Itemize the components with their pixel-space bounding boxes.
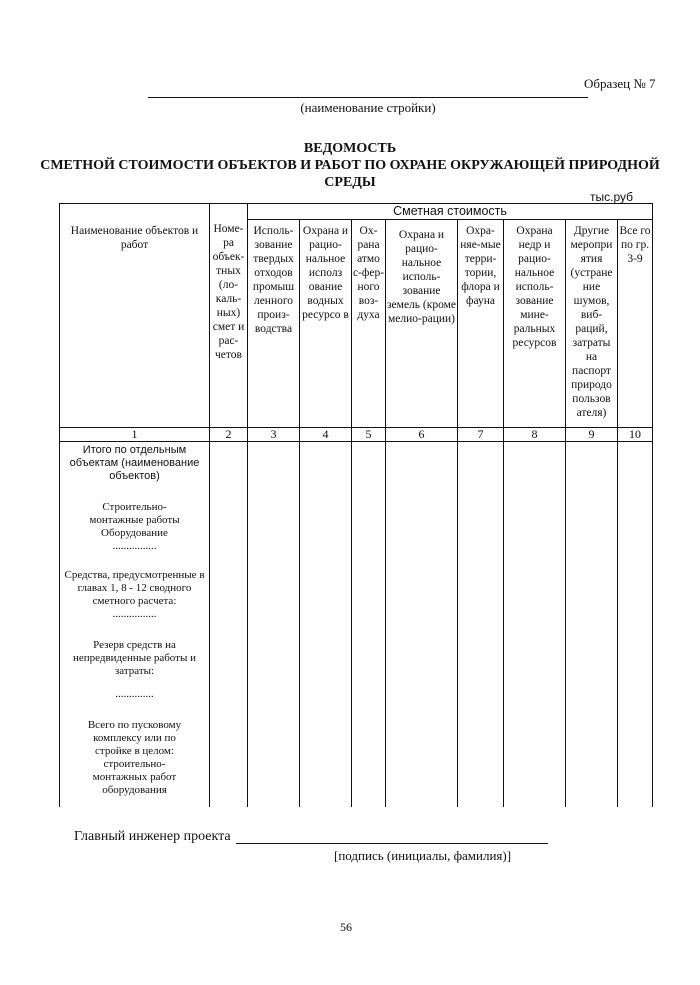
construction-name-caption: (наименование стройки)	[300, 100, 436, 115]
document-title	[40, 140, 660, 191]
row-dots-1: ................	[112, 540, 157, 552]
title-line-3: СРЕДЫ	[324, 175, 376, 190]
row-construction-works: Строительно-монтажные работы	[89, 501, 180, 526]
body-cell-7	[458, 442, 504, 808]
signature-sub-caption: [подпись (инициалы, фамилия)]	[334, 848, 512, 863]
group-header: Сметная стоимость	[248, 204, 653, 220]
body-cell-2	[210, 442, 248, 808]
col-number-1: 1	[60, 428, 210, 442]
col-number-5: 5	[352, 428, 386, 442]
body-cell-8	[504, 442, 566, 808]
title-line-2: СМЕТНОЙ СТОИМОСТИ ОБЪЕКТОВ И РАБОТ ПО ОХРАНЕ ОКРУЖАЮЩЕЙ ПРИРОДНОЙ	[40, 158, 660, 173]
col-header-10: Все го по гр. 3-9	[618, 220, 653, 428]
first-column-body	[60, 442, 210, 808]
title-line-1: ВЕДОМОСТЬ	[303, 141, 397, 156]
col-number-4: 4	[300, 428, 352, 442]
row-reserve-funds: Резерв средств на непредвиденные работы и затраты:	[72, 639, 196, 677]
row-grand-total: Всего по пусковому комплексу или по стройке в целом:	[87, 719, 182, 757]
row-total-by-objects: Итого по отдельным объектам (наименование объектов)	[69, 444, 200, 482]
col-header-5: Ох-рана атмо с-фер-ного воз-духа	[352, 220, 386, 428]
col-number-10: 10	[618, 428, 653, 442]
construction-name-line	[148, 97, 588, 98]
col-header-4: Охрана и рацио-нальное исполз ование водных ресурсо в	[300, 220, 352, 428]
row-dots-2: ................	[112, 608, 157, 620]
col-header-7: Охра-няе-мые терри-тории, флора и фауна	[458, 220, 504, 428]
row-total-construction: строительно-монтажных работ	[92, 758, 177, 783]
col-number-2: 2	[210, 428, 248, 442]
col-header-1: Наименование объектов и работ	[60, 204, 210, 428]
row-dots-3: ..............	[115, 688, 154, 700]
body-cell-5	[352, 442, 386, 808]
body-cell-3	[248, 442, 300, 808]
signature-caption: Главный инженер проекта	[74, 829, 231, 844]
body-cell-9	[566, 442, 618, 808]
col-number-6: 6	[386, 428, 458, 442]
signature-line	[236, 843, 548, 844]
col-header-2: Номе-ра объек-тных (ло-каль-ных) смет и рас-четов	[210, 204, 248, 428]
col-number-3: 3	[248, 428, 300, 442]
col-header-3: Исполь-зование твердых отходов промыш ленного произ-водства	[248, 220, 300, 428]
sample-label: Образец № 7	[584, 76, 656, 91]
col-header-6: Охрана и рацио-нальное исполь-зование земель (кроме мелио-рации)	[386, 220, 458, 428]
row-equipment: Оборудование	[101, 527, 168, 539]
cost-statement-table	[59, 203, 653, 807]
col-header-9: Другие меропри ятия (устране ние шумов, виб-раций, затраты на паспорт природо пользов ателя)	[566, 220, 618, 428]
row-total-equipment: оборудования	[102, 784, 167, 796]
units-label: тыс.руб	[590, 190, 634, 204]
col-number-8: 8	[504, 428, 566, 442]
col-number-9: 9	[566, 428, 618, 442]
col-number-7: 7	[458, 428, 504, 442]
page-number: 56	[340, 920, 352, 934]
col-header-8: Охрана недр и рацио-нальное исполь-зование мине-ральных ресурсов	[504, 220, 566, 428]
body-cell-4	[300, 442, 352, 808]
body-cell-6	[386, 442, 458, 808]
row-chapter-funds: Средства, предусмотренные в главах 1, 8 - 12 сводного сметного расчета:	[64, 569, 205, 607]
body-cell-10	[618, 442, 653, 808]
